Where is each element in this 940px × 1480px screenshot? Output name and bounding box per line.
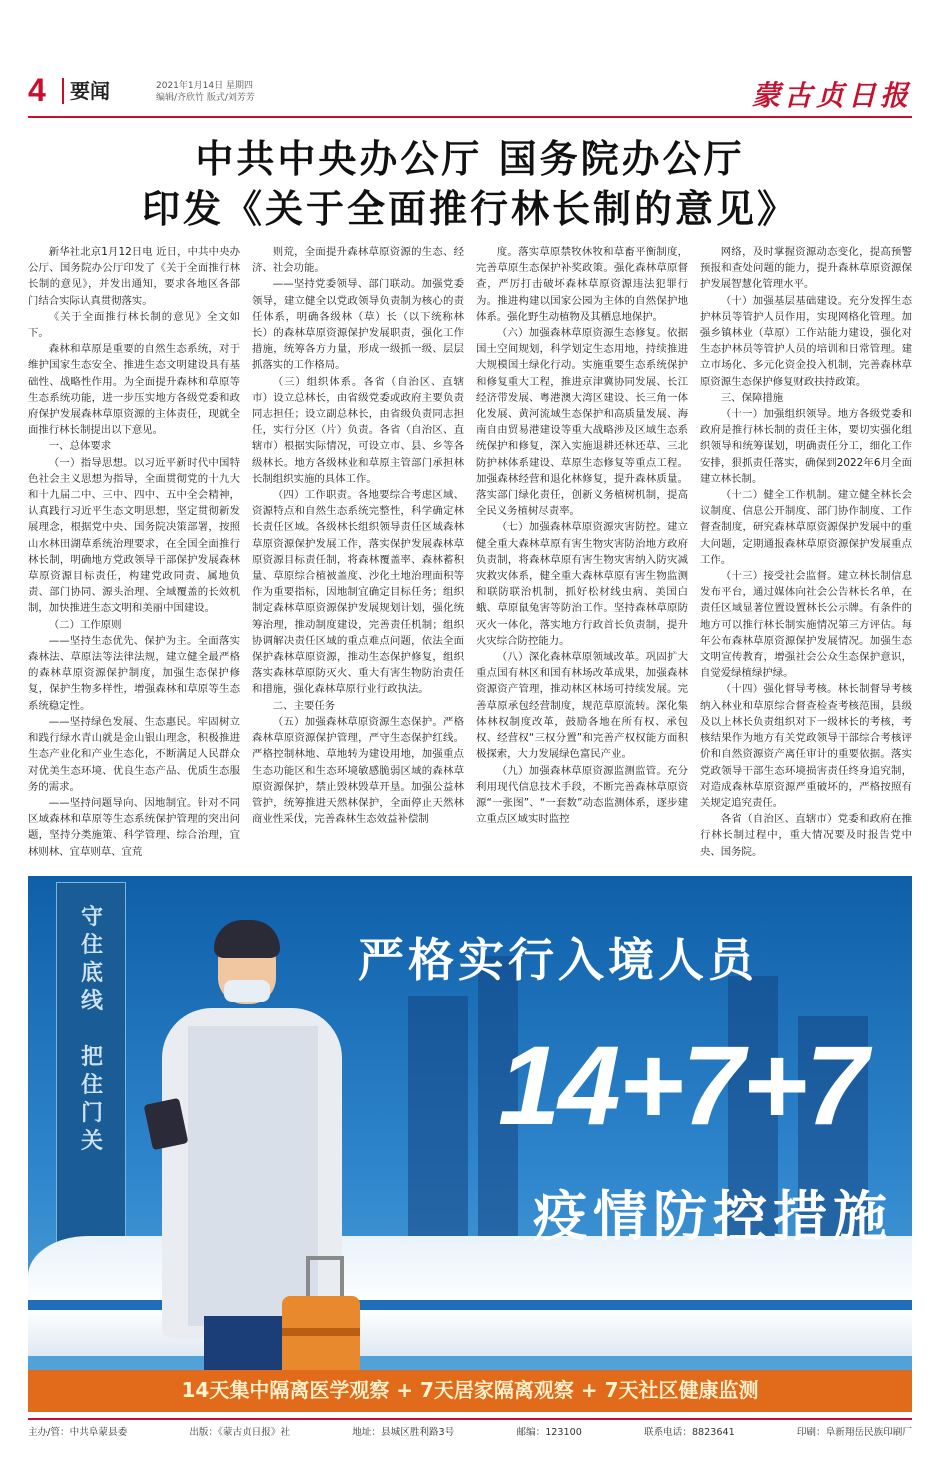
slogan-char: 门 xyxy=(80,1101,103,1126)
article-paragraph: （六）加强森林草原资源生态修复。依据国土空间规划，科学划定生态用地，持续推进大规模国土绿化行动。实施重要生态系统保护和修复重大工程，推进京津冀协同发展、长江经济带发展、粤港澳大湾区建设、长三角一体化发展、黄河流域生态保护和高质量发展、海南自由贸易港建设等重大战略涉及区域生态系统保护和修复，深入实施退耕还林还草、三北防护林体系建设、草原生态修复等重点工程。加强森林经营和退化林修复，提升森林质量。落实部门绿化责任，创新义务植树机制，提高全民义务植树尽责率。 xyxy=(476,327,688,518)
building-silhouette xyxy=(408,996,468,1256)
covid-banner xyxy=(28,876,912,1412)
article-paragraph: （二）工作原则 xyxy=(48,618,122,631)
article-column-2 xyxy=(252,244,464,864)
train-stripe xyxy=(28,1300,912,1310)
article-paragraph: （九）加强森林草原资源监测监管。充分利用现代信息技术手段，不断完善森林草原资源“一张图”、“一套数”动态监测体系，逐步建立重点区域实时监控 xyxy=(476,764,688,826)
issue-meta xyxy=(156,80,255,104)
article-paragraph: （八）深化森林草原领域改革。巩固扩大重点国有林区和国有林场改革成果，加强森林资源资产管理，推动林区林场可持续发展。完善草原承包经营制度，规范草原流转。深化集体林权制度改革，鼓励各地在所有权、承包权、经营权“三权分置”和完善产权权能方面积极探索，大力发展绿色富民产业。 xyxy=(476,651,688,761)
page-footer xyxy=(28,1418,912,1442)
section-name: 要闻 xyxy=(62,78,110,104)
footer-publisher: 出版：《蒙古贞日报》社 xyxy=(189,1427,291,1438)
traveler-jacket xyxy=(188,1026,318,1326)
footer-phone: 联系电话：8823641 xyxy=(643,1427,735,1438)
face-mask-icon xyxy=(224,980,270,1002)
slogan-char: 底 xyxy=(80,961,103,986)
article-paragraph: 一、总体要求 xyxy=(48,440,112,453)
headline-line-2: 印发《关于全面推行林长制的意见》 xyxy=(141,186,798,231)
headline-line-1: 中共中央办公厅 国务院办公厅 xyxy=(195,136,745,181)
article-column-4 xyxy=(700,244,912,864)
article-paragraph: 《关于全面推行林长制的意见》全文如下。 xyxy=(28,310,240,340)
footer-sponsor: 主办/管：中共阜蒙县委 xyxy=(28,1427,128,1438)
article-paragraph: 新华社北京1月12日电 近日，中共中央办公厅、国务院办公厅印发了《关于全面推行林长制的意见》，并发出通知，要求各地区各部门结合实际认真贯彻落实。 xyxy=(28,246,240,307)
article-paragraph: （十四）强化督导考核。林长制督导考核纳入林业和草原综合督查检查考核范围，县级及以上林长负责组织对下一级林长的考核，考核结果作为地方有关党政领导干部综合考核评价和自然资源资产离任审计的重要依据。落实党政领导干部生态环境损害责任终身追究制，对造成森林草原资源严重破坏的，严格按照有关规定追究责任。 xyxy=(700,683,912,809)
traveler-hair xyxy=(214,920,280,958)
article-body xyxy=(28,244,912,864)
article-paragraph: 则荒，全面提升森林草原资源的生态、经济、社会功能。 xyxy=(252,246,464,275)
article-paragraph: （十二）健全工作机制。建立健全林长会议制度、信息公开制度、部门协作制度、工作督查制度，研究森林草原资源保护发展中的重大问题，定期通报森林草原资源保护发展重点工作。 xyxy=(700,489,912,566)
article-paragraph: ——坚持问题导向、因地制宜。针对不同区域森林和草原等生态系统保护管理的突出问题，坚持分类施策、科学管理、综合治理，宜林则林、宜草则草、宜荒 xyxy=(28,796,240,858)
footer-printer: 印刷：阜新翔岳民族印刷厂 xyxy=(796,1427,912,1438)
slogan-char: 住 xyxy=(80,1073,103,1098)
article-paragraph: ——坚持生态优先、保护为主。全面落实森林法、草原法等法律法规，建立健全最严格的森林草原资源保护制度，加强生态保护修复，保护生物多样性，增强森林和草原等生态系统稳定性。 xyxy=(28,634,240,712)
article-paragraph: （五）加强森林草原资源生态保护。严格森林草原资源保护管理，严守生态保护红线。严格控制林地、草地转为建设用地，加强重点生态功能区和生态环境敏感脆弱区域的森林草原资源保护，禁止毁林毁草开垦。加强公益林管护，统筹推进天然林保护，全面停止天然林商业性采伐，完善森林生态效益补偿制 xyxy=(252,715,464,826)
slogan-char: 线 xyxy=(80,989,103,1014)
article-paragraph: 二、主要任务 xyxy=(272,699,336,712)
article-column-1 xyxy=(28,244,240,864)
article-paragraph: ——坚持党委领导、部门联动。加强党委领导，建立健全以党政领导负责制为核心的责任体系，明确各级林（草）长（以下统称林长）的森林草原资源保护发展职责，强化工作措施，统筹各方力量，形成一级抓一级、层层抓落实的工作格局。 xyxy=(252,278,464,372)
article-paragraph: 度。落实草原禁牧休牧和草畜平衡制度，完善草原生态保护补奖政策。强化森林草原督查，严厉打击破坏森林草原资源违法犯罪行为。推进构建以国家公园为主体的自然保护地体系。强化野生动植物及其栖息地保护。 xyxy=(476,246,688,323)
article-paragraph: （一）指导思想。以习近平新时代中国特色社会主义思想为指导，全面贯彻党的十九大和十九届二中、三中、四中、五中全会精神，认真践行习近平生态文明思想，坚定贯彻新发展理念，根据党中央、国务院决策部署，按照山水林田湖草系统治理要求，在全国全面推行林长制，明确地方党政领导干部保护发展森林草原资源目标责任，构建党政同责、属地负责、部门协同、源头治理、全域覆盖的长效机制，加快推进生态文明和美丽中国建设。 xyxy=(28,456,240,615)
banner-title-3: 疫情防控措施 xyxy=(533,1184,893,1248)
slogan-char: 关 xyxy=(80,1129,103,1154)
article-paragraph: （四）工作职责。各地要综合考虑区域、资源特点和自然生态系统完整性，科学确定林长责任区域。各级林长组织领导责任区域森林草原资源保护发展工作，落实保护发展森林草原资源目标责任制，将森林覆盖率、森林蓄积量、草原综合植被盖度、沙化土地治理面积等作为重要指标，因地制宜确定目标任务；组织制定森林草原资源保护发展规划计划，强化统筹治理，推动制度建设，完善责任机制；组织协调解决责任区域的重点难点问题，依法全面保护森林草原资源，推动生态保护修复，组织落实森林草原防灭火、重大有害生物防治责任和措施，强化森林草原行业行政执法。 xyxy=(252,489,464,696)
article-paragraph: （三）组织体系。各省（自治区、直辖市）设立总林长，由省级党委或政府主要负责同志担任；设立副总林长，由省级负责同志担任，实行分区（片）负责。各省（自治区、直辖市）根据实际情况，可设立市、县、乡等各级林长。地方各级林业和草原主管部门承担林长制组织实施的具体工作。 xyxy=(252,375,464,485)
page-header xyxy=(28,74,912,110)
article-paragraph: ——坚持绿色发展、生态惠民。牢固树立和践行绿水青山就是金山银山理念，积极推进生态产业化和产业生态化，不断满足人民群众对优美生态环境、优良生态产品、优质生态服务的需求。 xyxy=(28,715,240,793)
banner-title-1: 严格实行入境人员 xyxy=(358,933,758,987)
slogan-char: 把 xyxy=(80,1045,103,1070)
article-paragraph: （十一）加强组织领导。地方各级党委和政府是推行林长制的责任主体，要切实强化组织领导和统筹谋划，明确责任分工，细化工作安排，狠抓责任落实，确保到2022年6月全面建立林长制。 xyxy=(700,408,912,485)
footer-postcode: 邮编：123100 xyxy=(516,1427,582,1438)
slogan-char xyxy=(72,1016,112,1044)
header-rule xyxy=(28,116,912,118)
article-column-3 xyxy=(476,244,688,864)
article-paragraph: （十三）接受社会监督。建立林长制信息发布平台，通过媒体向社会公告林长名单，在责任区域显著位置设置林长公示牌。有条件的地方可以推行林长制实施情况第三方评估。每年公布森林草原资源保护发展情况。加强生态文明宣传教育，增强社会公众生态保护意识，自觉爱绿植绿护绿。 xyxy=(700,570,912,680)
editor-line: 编辑/齐欣竹 版式/刘芳芳 xyxy=(156,93,255,103)
banner-title-2: 14+7+7 xyxy=(498,1023,866,1148)
date-line: 2021年1月14日 星期四 xyxy=(156,81,253,91)
train-body xyxy=(28,1236,912,1356)
article-paragraph: 网络，及时掌握资源动态变化，提高预警预报和查处问题的能力，提升森林草原资源保护发展智慧化管理水平。 xyxy=(700,246,912,291)
article-paragraph: 三、保障措施 xyxy=(720,391,784,404)
headline xyxy=(28,134,912,234)
article-paragraph: （十）加强基层基础建设。充分发挥生态护林员等管护人员作用，实现网格化管理。加强乡镇林业（草原）工作站能力建设，强化对生态护林员等管护人员的培训和日常管理。建立市场化、多元化资金投入机制，完善森林草原资源生态保护修复财政扶持政策。 xyxy=(700,294,912,388)
masthead: 蒙古贞日报 xyxy=(751,79,912,112)
footer-address: 地址：县城区胜利路3号 xyxy=(352,1427,455,1438)
page-number: 4 xyxy=(28,72,46,108)
slogan-char: 住 xyxy=(80,933,103,958)
article-paragraph: 森林和草原是重要的自然生态系统，对于维护国家生态安全、推进生态文明建设具有基础性、战略性作用。为全面提升森林和草原等生态系统功能，进一步压实地方各级党委和政府保护发展森林草原资源的主体责任，现就全面推行林长制提出以下意见。 xyxy=(28,343,240,437)
suitcase-stripe xyxy=(282,1328,360,1336)
vertical-slogan xyxy=(72,904,112,1156)
slogan-char: 守 xyxy=(80,905,103,930)
banner-strip-text: 14天集中隔离医学观察 + 7天居家隔离观察 + 7天社区健康监测 xyxy=(181,1378,759,1402)
article-paragraph: 各省（自治区、直辖市）党委和政府在推行林长制过程中，重大情况要及时报告党中央、国务院。 xyxy=(700,813,912,858)
article-paragraph: （七）加强森林草原资源灾害防控。建立健全重大森林草原有害生物灾害防治地方政府负责制，将森林草原有害生物灾害纳入防灾减灾救灾体系，健全重大森林草原有害生物监测和联防联治机制，抓好松材线虫病、美国白蛾、草原鼠兔害等防治工作。坚持森林草原防灭火一体化，落实地方行政首长负责制，提升火灾综合防控能力。 xyxy=(476,521,688,647)
